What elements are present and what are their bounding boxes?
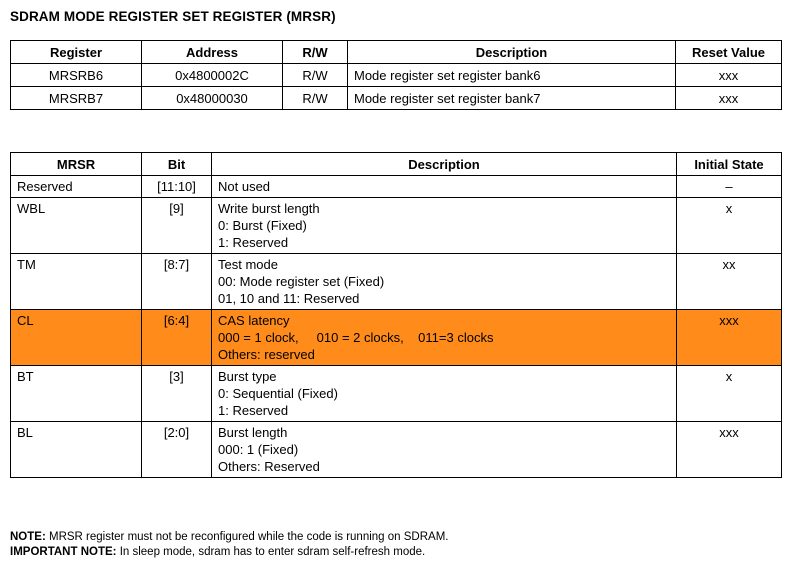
cell-bit: [9] <box>142 198 212 254</box>
table-row <box>11 254 782 310</box>
description-line: 0: Sequential (Fixed) <box>218 386 338 401</box>
description-line: 01, 10 and 11: Reserved <box>218 291 360 306</box>
description-line: 00: Mode register set (Fixed) <box>218 274 385 289</box>
table-row <box>11 87 782 110</box>
description-line: 000: 1 (Fixed) <box>218 442 299 457</box>
cell-field: CL <box>11 310 142 366</box>
page-title: SDRAM MODE REGISTER SET REGISTER (MRSR) <box>10 9 336 24</box>
cell-description: Mode register set register bank7 <box>348 87 676 110</box>
cell-description <box>212 254 677 310</box>
description-line: 000 = 1 clock, 010 = 2 clocks, 011=3 clocks <box>218 330 494 345</box>
cell-register: MRSRB7 <box>11 87 142 110</box>
cell-address: 0x4800002C <box>142 64 283 87</box>
cell-description: Mode register set register bank6 <box>348 64 676 87</box>
table-row-highlighted <box>11 310 782 366</box>
table-row <box>11 366 782 422</box>
description-line: 0: Burst (Fixed) <box>218 218 307 233</box>
register-table <box>10 40 782 110</box>
cell-register: MRSRB6 <box>11 64 142 87</box>
header-register: Register <box>11 41 142 64</box>
description-line: Write burst length <box>218 201 320 216</box>
header-initial-state: Initial State <box>677 153 782 176</box>
cell-initial: xxx <box>677 310 782 366</box>
cell-initial: xxx <box>677 422 782 478</box>
table-row <box>11 198 782 254</box>
bit-table <box>10 152 782 478</box>
cell-field: BT <box>11 366 142 422</box>
cell-bit: [2:0] <box>142 422 212 478</box>
cell-initial: x <box>677 198 782 254</box>
cell-bit: [11:10] <box>142 176 212 198</box>
description-line: Others: reserved <box>218 347 315 362</box>
cell-initial: x <box>677 366 782 422</box>
description-line: Burst type <box>218 369 277 384</box>
cell-bit: [8:7] <box>142 254 212 310</box>
cell-rw: R/W <box>283 64 348 87</box>
table-row <box>11 422 782 478</box>
cell-description <box>212 176 677 198</box>
header-bit: Bit <box>142 153 212 176</box>
cell-description <box>212 366 677 422</box>
register-table-header <box>11 41 782 64</box>
header-reset-value: Reset Value <box>676 41 782 64</box>
description-line: 1: Reserved <box>218 403 289 418</box>
cell-initial: – <box>677 176 782 198</box>
header-description: Description <box>348 41 676 64</box>
table-row <box>11 64 782 87</box>
description-line: Others: Reserved <box>218 459 320 474</box>
important-note <box>10 545 448 560</box>
cell-initial: xx <box>677 254 782 310</box>
cell-reset: xxx <box>676 87 782 110</box>
cell-description <box>212 310 677 366</box>
header-address: Address <box>142 41 283 64</box>
cell-bit: [3] <box>142 366 212 422</box>
cell-field: TM <box>11 254 142 310</box>
note-label: NOTE: <box>10 531 46 543</box>
cell-field: Reserved <box>11 176 142 198</box>
notes <box>10 530 448 560</box>
header-rw: R/W <box>283 41 348 64</box>
cell-field: WBL <box>11 198 142 254</box>
bit-table-header <box>11 153 782 176</box>
cell-description <box>212 422 677 478</box>
cell-rw: R/W <box>283 87 348 110</box>
cell-reset: xxx <box>676 64 782 87</box>
cell-address: 0x48000030 <box>142 87 283 110</box>
important-note-text: In sleep mode, sdram has to enter sdram self-refresh mode. <box>119 546 426 558</box>
description-line: 1: Reserved <box>218 235 289 250</box>
cell-field: BL <box>11 422 142 478</box>
header-mrsr: MRSR <box>11 153 142 176</box>
note-text: MRSR register must not be reconfigured while the code is running on SDRAM. <box>48 531 449 543</box>
description-line: Burst length <box>218 425 288 440</box>
table-row <box>11 176 782 198</box>
description-line: Test mode <box>218 257 278 272</box>
important-note-label: IMPORTANT NOTE: <box>10 546 117 558</box>
description-line: CAS latency <box>218 313 290 328</box>
note <box>10 530 448 545</box>
cell-description <box>212 198 677 254</box>
header-description: Description <box>212 153 677 176</box>
cell-bit: [6:4] <box>142 310 212 366</box>
description-line: Not used <box>218 179 271 194</box>
